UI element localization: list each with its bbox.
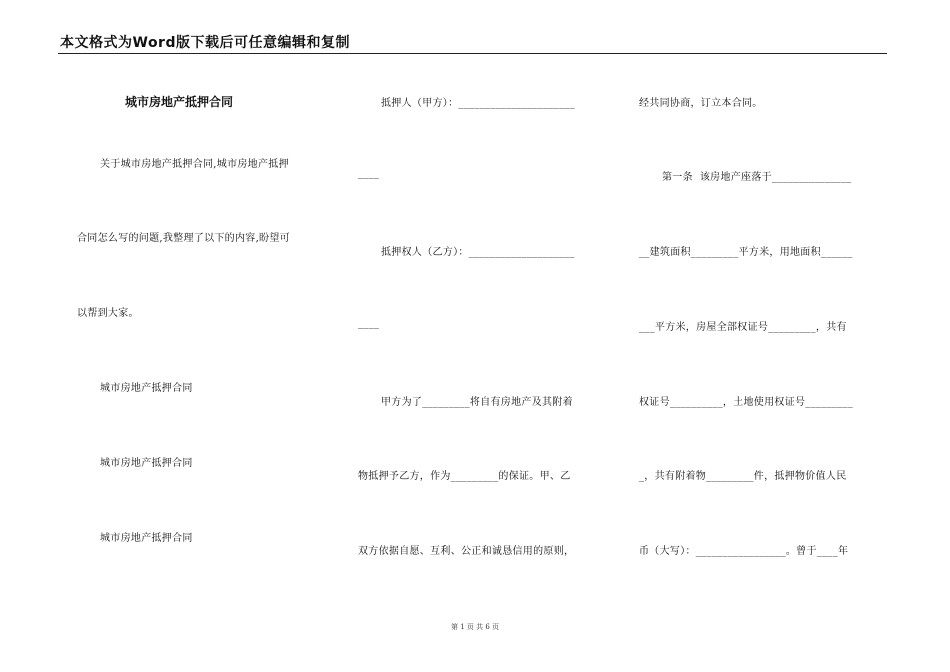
col3-line-2: 第一条 该房地产座落于_______________ — [662, 172, 852, 183]
col1-line-3: 以帮到大家。 — [77, 308, 139, 319]
col3-line-1: 经共同协商，订立本合同。 — [639, 98, 763, 109]
document-title: 城市房地产抵押合同 — [125, 95, 234, 109]
header-rule — [58, 53, 887, 54]
col2-line-5: 甲方为了_________将自有房地产及其附着 — [381, 397, 573, 408]
col2-line-4: ____ — [358, 318, 380, 329]
col2-line-6: 物抵押予乙方，作为_________的保证。甲、乙 — [358, 471, 571, 482]
col2-line-7: 双方依据自愿、互利、公正和诚恳信用的原则， — [358, 546, 575, 557]
col3-line-6: _，共有附着物_________件，抵押物价值人民 — [639, 471, 847, 482]
col1-line-4: 城市房地产抵押合同 — [100, 383, 193, 394]
col1-line-6: 城市房地产抵押合同 — [100, 533, 193, 544]
col3-line-7: 币（大写）：_________________。曾于____年 — [639, 546, 849, 557]
col2-line-1: 抵押人（甲方）：______________________ — [381, 98, 575, 109]
col3-line-4: ___平方米，房屋全部权证号_________，共有 — [639, 322, 847, 333]
col2-line-3: 抵押权人（乙方）：____________________ — [381, 247, 575, 258]
col3-line-3: __建筑面积_________平方米，用地面积______ — [639, 247, 853, 258]
page-number-footer: 第 1 页 共 6 页 — [450, 623, 500, 631]
col1-line-5: 城市房地产抵押合同 — [100, 458, 193, 469]
col3-line-5: 权证号__________，土地使用权证号_________ — [639, 397, 853, 408]
col1-line-2: 合同怎么写的问题,我整理了以下的内容,盼望可 — [77, 233, 290, 244]
document-header: 本文格式为Word版下载后可任意编辑和复制 — [60, 35, 350, 51]
col2-line-2: ____ — [358, 168, 380, 179]
col1-line-1: 关于城市房地产抵押合同,城市房地产抵押 — [100, 159, 289, 170]
